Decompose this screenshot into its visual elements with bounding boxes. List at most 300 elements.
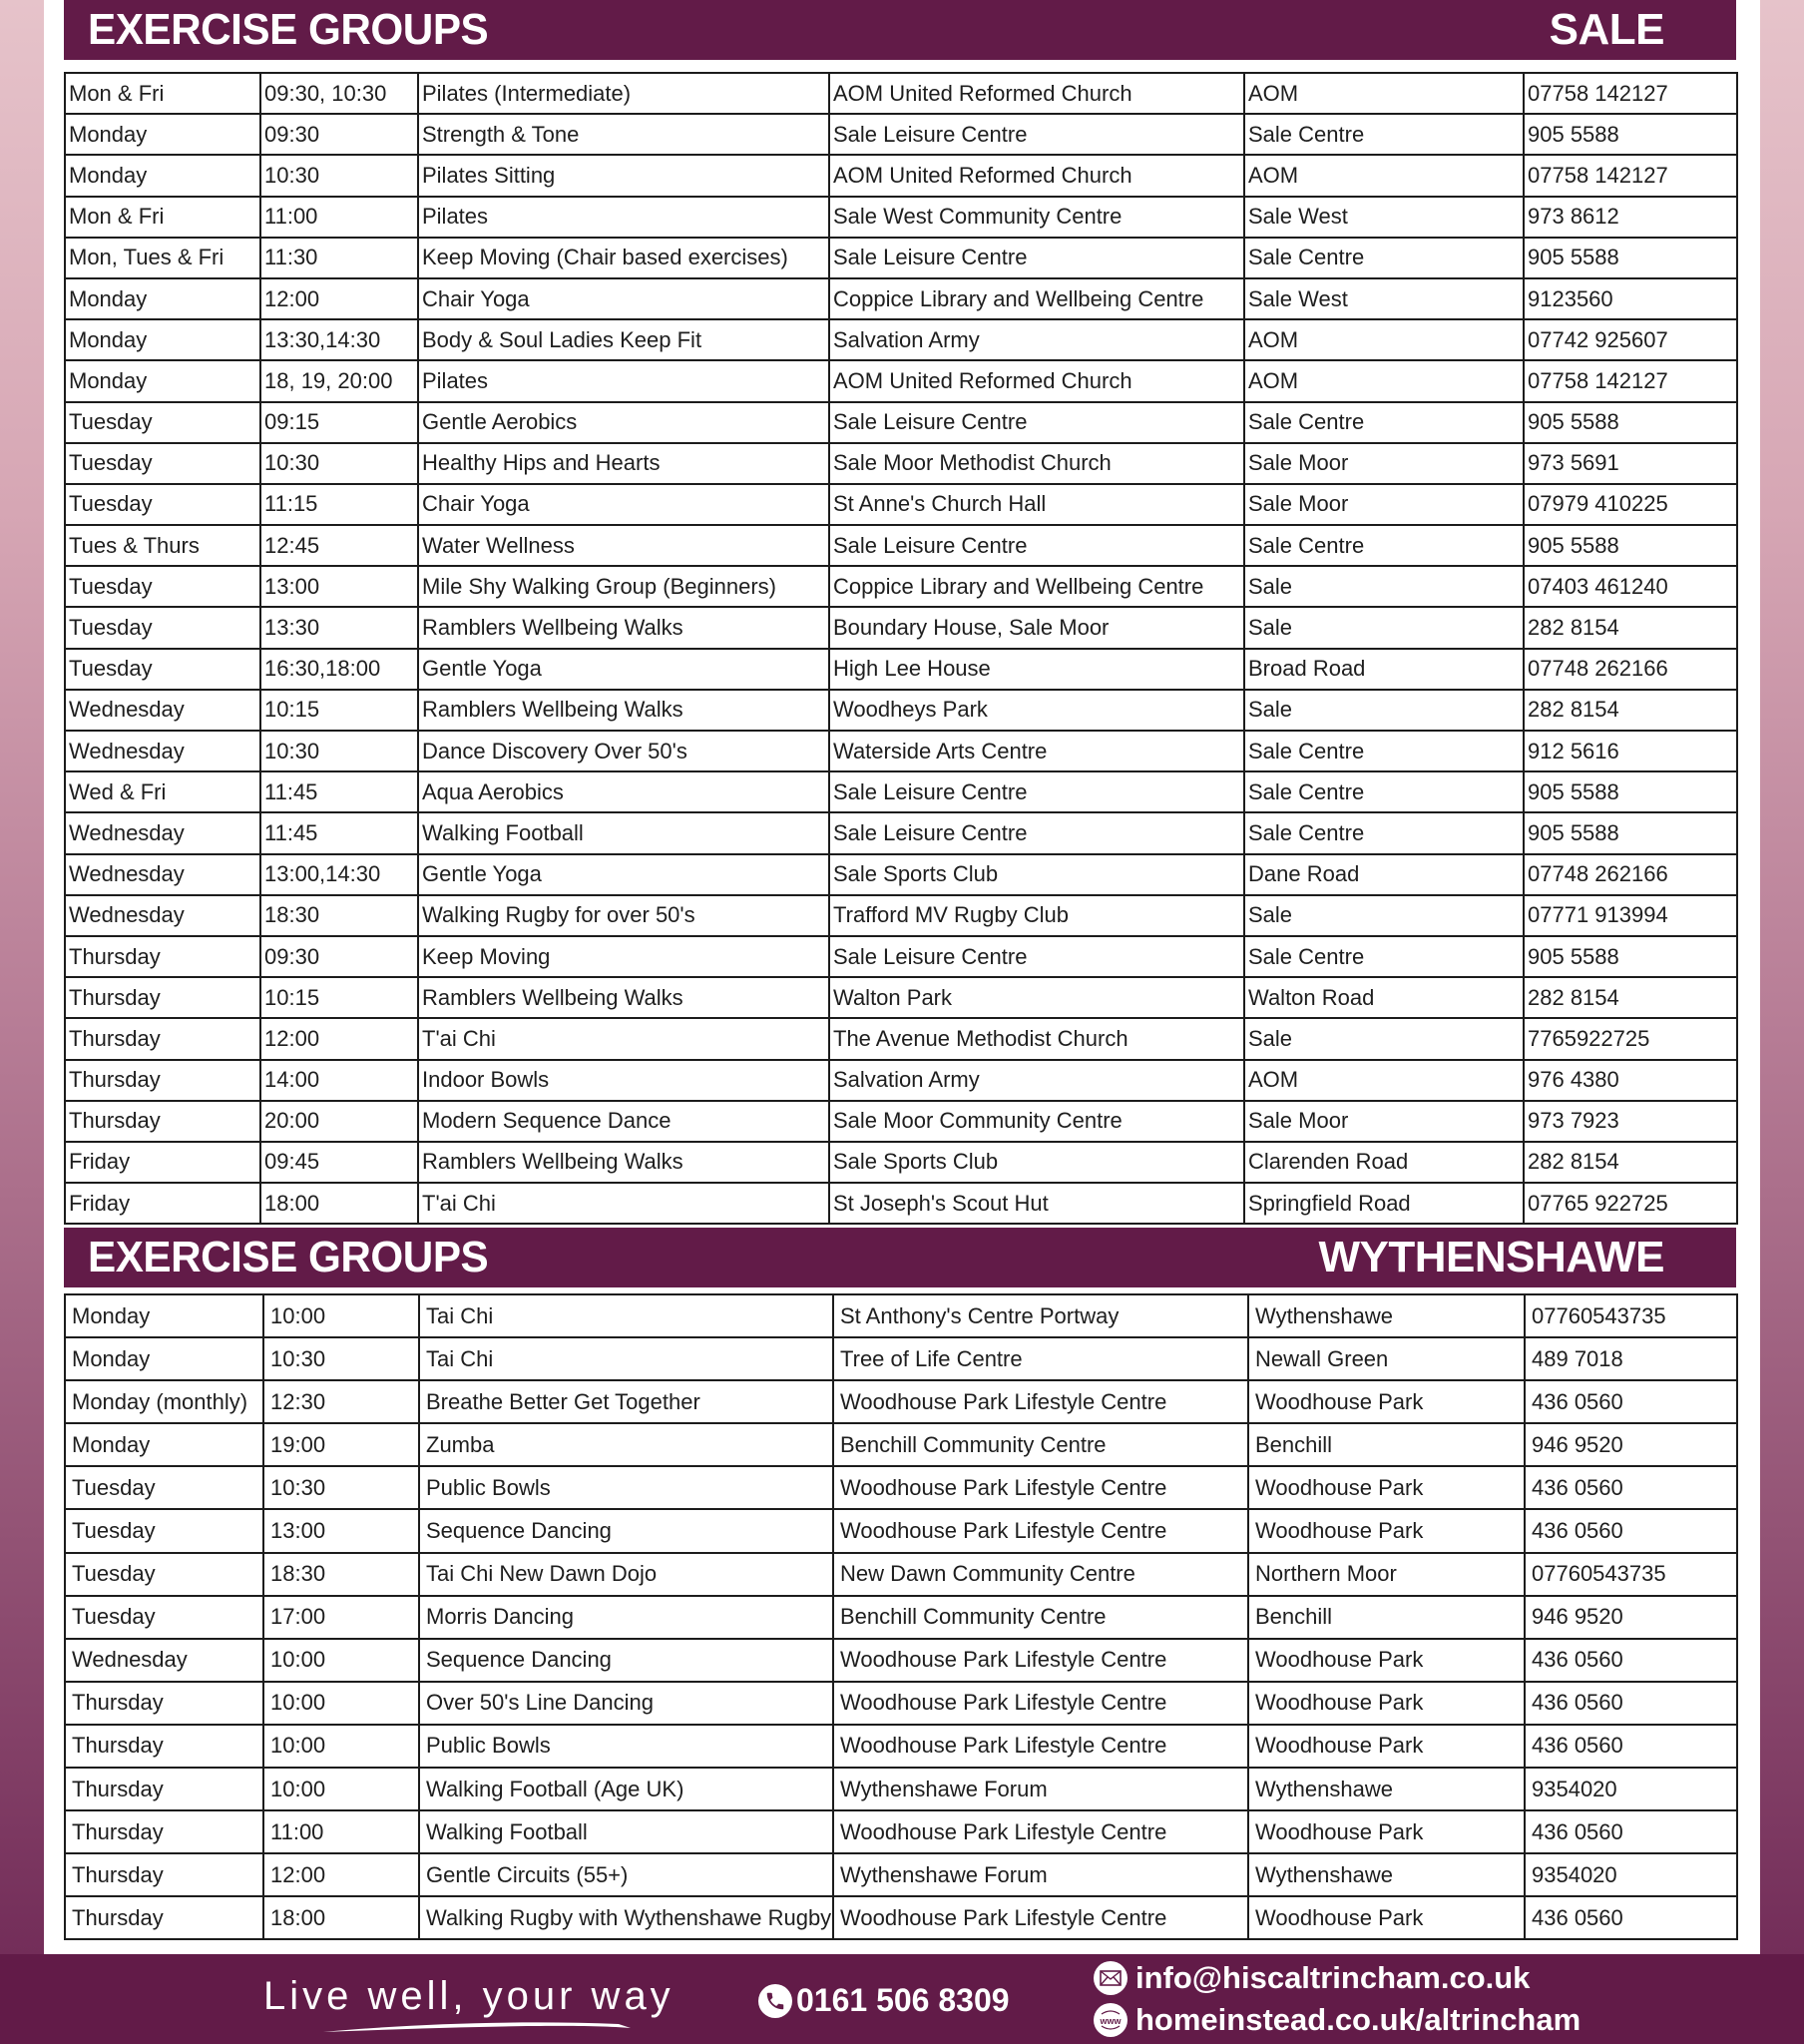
cell-venue: Woodhouse Park Lifestyle Centre bbox=[833, 1380, 1248, 1423]
sale-table-row bbox=[65, 812, 1737, 853]
footer-bar bbox=[0, 1954, 1804, 2044]
cell-day: Wednesday bbox=[65, 1639, 263, 1682]
cell-activity: Ramblers Wellbeing Walks bbox=[418, 977, 829, 1018]
cell-area: Sale Moor bbox=[1244, 484, 1524, 525]
cell-time: 11:30 bbox=[260, 238, 418, 278]
cell-venue: Sale Leisure Centre bbox=[829, 114, 1244, 155]
cell-activity: Pilates Sitting bbox=[418, 155, 829, 196]
cell-time: 10:30 bbox=[260, 443, 418, 484]
cell-area: Sale Centre bbox=[1244, 936, 1524, 977]
cell-day: Wednesday bbox=[65, 812, 260, 853]
cell-activity: Ramblers Wellbeing Walks bbox=[418, 690, 829, 731]
cell-time: 12:00 bbox=[260, 278, 418, 319]
cell-area: Sale Moor bbox=[1244, 443, 1524, 484]
cell-area: Woodhouse Park bbox=[1248, 1896, 1525, 1939]
cell-venue: Coppice Library and Wellbeing Centre bbox=[829, 278, 1244, 319]
cell-phone[interactable]: 07765 922725 bbox=[1524, 1183, 1737, 1224]
cell-phone[interactable]: 7765922725 bbox=[1524, 1018, 1737, 1059]
cell-time: 11:00 bbox=[260, 197, 418, 238]
cell-time: 20:00 bbox=[260, 1101, 418, 1142]
cell-time: 10:00 bbox=[263, 1639, 419, 1682]
cell-venue: Boundary House, Sale Moor bbox=[829, 607, 1244, 648]
cell-activity: Chair Yoga bbox=[418, 484, 829, 525]
cell-area: Sale West bbox=[1244, 278, 1524, 319]
cell-phone[interactable]: 282 8154 bbox=[1524, 1142, 1737, 1183]
cell-day: Monday bbox=[65, 114, 260, 155]
cell-time: 18:00 bbox=[263, 1896, 419, 1939]
cell-venue: Walton Park bbox=[829, 977, 1244, 1018]
cell-area: Benchill bbox=[1248, 1423, 1525, 1466]
cell-activity: Walking Rugby with Wythenshawe Rugby bbox=[419, 1896, 833, 1939]
cell-day: Monday bbox=[65, 1423, 263, 1466]
sale-schedule-table bbox=[64, 72, 1738, 1225]
cell-phone[interactable]: 489 7018 bbox=[1525, 1337, 1737, 1380]
cell-phone[interactable]: 9354020 bbox=[1525, 1853, 1737, 1896]
cell-phone[interactable]: 905 5588 bbox=[1524, 936, 1737, 977]
cell-phone[interactable]: 282 8154 bbox=[1524, 977, 1737, 1018]
sale-table-row bbox=[65, 319, 1737, 360]
sale-table-row bbox=[65, 690, 1737, 731]
cell-venue: AOM United Reformed Church bbox=[829, 360, 1244, 401]
cell-area: AOM bbox=[1244, 155, 1524, 196]
section-area: SALE bbox=[1549, 5, 1664, 54]
cell-day: Wednesday bbox=[65, 895, 260, 936]
cell-day: Monday bbox=[65, 1294, 263, 1337]
cell-phone[interactable]: 436 0560 bbox=[1525, 1380, 1737, 1423]
cell-day: Tuesday bbox=[65, 649, 260, 690]
cell-activity: Breathe Better Get Together bbox=[419, 1380, 833, 1423]
cell-phone[interactable]: 976 4380 bbox=[1524, 1060, 1737, 1101]
wythenshawe-table-row bbox=[65, 1725, 1737, 1768]
cell-time: 09:30, 10:30 bbox=[260, 73, 418, 114]
cell-day: Monday bbox=[65, 360, 260, 401]
cell-time: 12:45 bbox=[260, 525, 418, 566]
sale-table-row bbox=[65, 278, 1737, 319]
sale-table-row bbox=[65, 402, 1737, 443]
cell-day: Thursday bbox=[65, 1725, 263, 1768]
cell-time: 10:30 bbox=[260, 731, 418, 771]
cell-activity: Chair Yoga bbox=[418, 278, 829, 319]
cell-day: Thursday bbox=[65, 1101, 260, 1142]
cell-area: AOM bbox=[1244, 1060, 1524, 1101]
cell-phone[interactable]: 07979 410225 bbox=[1524, 484, 1737, 525]
cell-area: Woodhouse Park bbox=[1248, 1682, 1525, 1725]
cell-time: 10:30 bbox=[263, 1337, 419, 1380]
cell-day: Thursday bbox=[65, 1768, 263, 1810]
cell-phone[interactable]: 973 7923 bbox=[1524, 1101, 1737, 1142]
cell-venue: Wythenshawe Forum bbox=[833, 1853, 1248, 1896]
phone-icon bbox=[758, 1984, 792, 2018]
sale-table-row bbox=[65, 854, 1737, 895]
cell-time: 10:00 bbox=[263, 1682, 419, 1725]
cell-phone[interactable]: 07748 262166 bbox=[1524, 649, 1737, 690]
cell-venue: AOM United Reformed Church bbox=[829, 73, 1244, 114]
section-title: EXERCISE GROUPS bbox=[88, 1233, 489, 1281]
cell-activity: Dance Discovery Over 50's bbox=[418, 731, 829, 771]
cell-venue: Trafford MV Rugby Club bbox=[829, 895, 1244, 936]
cell-time: 18:00 bbox=[260, 1183, 418, 1224]
cell-area: Sale Moor bbox=[1244, 1101, 1524, 1142]
cell-area: Sale Centre bbox=[1244, 731, 1524, 771]
cell-time: 11:00 bbox=[263, 1810, 419, 1853]
sale-table-row bbox=[65, 238, 1737, 278]
cell-time: 13:00,14:30 bbox=[260, 854, 418, 895]
cell-activity: Walking Football (Age UK) bbox=[419, 1768, 833, 1810]
cell-venue: Woodhouse Park Lifestyle Centre bbox=[833, 1682, 1248, 1725]
cell-activity: Body & Soul Ladies Keep Fit bbox=[418, 319, 829, 360]
cell-day: Tuesday bbox=[65, 1466, 263, 1509]
cell-phone[interactable]: 946 9520 bbox=[1525, 1423, 1737, 1466]
sale-table-row bbox=[65, 484, 1737, 525]
cell-area: Woodhouse Park bbox=[1248, 1509, 1525, 1552]
cell-time: 12:00 bbox=[263, 1853, 419, 1896]
cell-venue: St Anne's Church Hall bbox=[829, 484, 1244, 525]
cell-phone[interactable]: 436 0560 bbox=[1525, 1639, 1737, 1682]
cell-area: Sale bbox=[1244, 895, 1524, 936]
email-address: info@hiscaltrincham.co.uk bbox=[1135, 1960, 1531, 1995]
cell-activity: Sequence Dancing bbox=[419, 1509, 833, 1552]
cell-day: Thursday bbox=[65, 977, 260, 1018]
cell-time: 12:00 bbox=[260, 1018, 418, 1059]
section-area: WYTHENSHAWE bbox=[1318, 1233, 1664, 1281]
cell-area: Woodhouse Park bbox=[1248, 1810, 1525, 1853]
cell-time: 11:45 bbox=[260, 812, 418, 853]
cell-area: AOM bbox=[1244, 319, 1524, 360]
wythenshawe-table-row bbox=[65, 1639, 1737, 1682]
cell-time: 09:15 bbox=[260, 402, 418, 443]
cell-activity: Pilates bbox=[418, 197, 829, 238]
section-header-sale bbox=[64, 0, 1736, 60]
cell-phone[interactable]: 905 5588 bbox=[1524, 771, 1737, 812]
cell-day: Wednesday bbox=[65, 854, 260, 895]
wythenshawe-table-row bbox=[65, 1768, 1737, 1810]
cell-venue: Woodhouse Park Lifestyle Centre bbox=[833, 1725, 1248, 1768]
swoosh-decoration bbox=[319, 2018, 639, 2036]
cell-venue: Wythenshawe Forum bbox=[833, 1768, 1248, 1810]
cell-activity: Gentle Aerobics bbox=[418, 402, 829, 443]
cell-venue: Sale West Community Centre bbox=[829, 197, 1244, 238]
cell-activity: Pilates (Intermediate) bbox=[418, 73, 829, 114]
cell-phone[interactable]: 905 5588 bbox=[1524, 114, 1737, 155]
sale-table-row bbox=[65, 1060, 1737, 1101]
cell-phone[interactable]: 436 0560 bbox=[1525, 1466, 1737, 1509]
cell-area: Woodhouse Park bbox=[1248, 1639, 1525, 1682]
cell-venue: Sale Moor Methodist Church bbox=[829, 443, 1244, 484]
cell-activity: Keep Moving bbox=[418, 936, 829, 977]
cell-day: Mon, Tues & Fri bbox=[65, 238, 260, 278]
cell-venue: St Joseph's Scout Hut bbox=[829, 1183, 1244, 1224]
cell-day: Monday bbox=[65, 155, 260, 196]
cell-venue: Benchill Community Centre bbox=[833, 1423, 1248, 1466]
cell-activity: Pilates bbox=[418, 360, 829, 401]
cell-venue: Sale Leisure Centre bbox=[829, 525, 1244, 566]
cell-day: Friday bbox=[65, 1142, 260, 1183]
cell-activity: Public Bowls bbox=[419, 1466, 833, 1509]
website-contact[interactable] bbox=[1094, 2002, 1580, 2038]
cell-phone[interactable]: 07758 142127 bbox=[1524, 360, 1737, 401]
cell-area: Sale Centre bbox=[1244, 771, 1524, 812]
cell-area: Sale bbox=[1244, 607, 1524, 648]
cell-venue: St Anthony's Centre Portway bbox=[833, 1294, 1248, 1337]
cell-area: Sale bbox=[1244, 566, 1524, 607]
cell-venue: Sale Sports Club bbox=[829, 1142, 1244, 1183]
cell-time: 10:00 bbox=[263, 1725, 419, 1768]
cell-area: Woodhouse Park bbox=[1248, 1466, 1525, 1509]
cell-venue: Salvation Army bbox=[829, 319, 1244, 360]
cell-phone[interactable]: 282 8154 bbox=[1524, 607, 1737, 648]
wythenshawe-table-row bbox=[65, 1810, 1737, 1853]
cell-phone[interactable]: 973 5691 bbox=[1524, 443, 1737, 484]
cell-phone[interactable]: 07771 913994 bbox=[1524, 895, 1737, 936]
cell-day: Tuesday bbox=[65, 1509, 263, 1552]
sale-table-row bbox=[65, 977, 1737, 1018]
cell-venue: Sale Sports Club bbox=[829, 854, 1244, 895]
cell-phone[interactable]: 946 9520 bbox=[1525, 1596, 1737, 1639]
cell-activity: Ramblers Wellbeing Walks bbox=[418, 607, 829, 648]
tagline: Live well, your way bbox=[263, 1974, 675, 2018]
cell-venue: The Avenue Methodist Church bbox=[829, 1018, 1244, 1059]
cell-venue: Woodhouse Park Lifestyle Centre bbox=[833, 1466, 1248, 1509]
cell-venue: Coppice Library and Wellbeing Centre bbox=[829, 566, 1244, 607]
cell-area: Sale Centre bbox=[1244, 114, 1524, 155]
cell-area: Sale Centre bbox=[1244, 525, 1524, 566]
cell-activity: Sequence Dancing bbox=[419, 1639, 833, 1682]
cell-day: Tuesday bbox=[65, 443, 260, 484]
cell-phone[interactable]: 07742 925607 bbox=[1524, 319, 1737, 360]
cell-phone[interactable]: 436 0560 bbox=[1525, 1509, 1737, 1552]
sale-table-row bbox=[65, 936, 1737, 977]
cell-day: Tuesday bbox=[65, 566, 260, 607]
cell-area: Broad Road bbox=[1244, 649, 1524, 690]
cell-venue: Sale Leisure Centre bbox=[829, 402, 1244, 443]
cell-venue: Woodheys Park bbox=[829, 690, 1244, 731]
cell-area: AOM bbox=[1244, 73, 1524, 114]
sale-table-row bbox=[65, 443, 1737, 484]
cell-day: Friday bbox=[65, 1183, 260, 1224]
cell-time: 10:15 bbox=[260, 690, 418, 731]
cell-activity: Gentle Circuits (55+) bbox=[419, 1853, 833, 1896]
cell-area: Wythenshawe bbox=[1248, 1853, 1525, 1896]
cell-phone[interactable]: 436 0560 bbox=[1525, 1810, 1737, 1853]
cell-phone[interactable]: 07760543735 bbox=[1525, 1294, 1737, 1337]
cell-activity: T'ai Chi bbox=[418, 1183, 829, 1224]
cell-phone[interactable]: 07758 142127 bbox=[1524, 73, 1737, 114]
wythenshawe-schedule-table bbox=[64, 1293, 1738, 1940]
cell-venue: New Dawn Community Centre bbox=[833, 1553, 1248, 1596]
cell-time: 12:30 bbox=[263, 1380, 419, 1423]
cell-day: Thursday bbox=[65, 1853, 263, 1896]
wythenshawe-table-row bbox=[65, 1553, 1737, 1596]
cell-activity: Water Wellness bbox=[418, 525, 829, 566]
cell-area: Wythenshawe bbox=[1248, 1768, 1525, 1810]
cell-day: Monday bbox=[65, 1337, 263, 1380]
cell-venue: Sale Leisure Centre bbox=[829, 936, 1244, 977]
cell-day: Tuesday bbox=[65, 1553, 263, 1596]
cell-day: Thursday bbox=[65, 1896, 263, 1939]
cell-area: Wythenshawe bbox=[1248, 1294, 1525, 1337]
cell-activity: Walking Rugby for over 50's bbox=[418, 895, 829, 936]
email-contact[interactable] bbox=[1094, 1960, 1530, 1996]
cell-time: 13:00 bbox=[260, 566, 418, 607]
cell-time: 13:30 bbox=[260, 607, 418, 648]
cell-day: Thursday bbox=[65, 1810, 263, 1853]
wythenshawe-table-row bbox=[65, 1294, 1737, 1337]
wythenshawe-table-row bbox=[65, 1423, 1737, 1466]
sale-table-row bbox=[65, 155, 1737, 196]
sale-table-row bbox=[65, 566, 1737, 607]
cell-day: Tuesday bbox=[65, 484, 260, 525]
cell-activity: Morris Dancing bbox=[419, 1596, 833, 1639]
cell-venue: High Lee House bbox=[829, 649, 1244, 690]
cell-venue: Benchill Community Centre bbox=[833, 1596, 1248, 1639]
cell-area: Sale bbox=[1244, 690, 1524, 731]
cell-day: Thursday bbox=[65, 1018, 260, 1059]
cell-time: 18:30 bbox=[260, 895, 418, 936]
cell-time: 09:30 bbox=[260, 114, 418, 155]
cell-activity: Over 50's Line Dancing bbox=[419, 1682, 833, 1725]
cell-venue: Sale Leisure Centre bbox=[829, 771, 1244, 812]
cell-area: AOM bbox=[1244, 360, 1524, 401]
cell-activity: Indoor Bowls bbox=[418, 1060, 829, 1101]
cell-phone[interactable]: 973 8612 bbox=[1524, 197, 1737, 238]
cell-day: Monday (monthly) bbox=[65, 1380, 263, 1423]
cell-time: 11:45 bbox=[260, 771, 418, 812]
cell-phone[interactable]: 07758 142127 bbox=[1524, 155, 1737, 196]
wythenshawe-table-row bbox=[65, 1466, 1737, 1509]
cell-day: Thursday bbox=[65, 1060, 260, 1101]
cell-day: Mon & Fri bbox=[65, 197, 260, 238]
cell-venue: Sale Leisure Centre bbox=[829, 238, 1244, 278]
cell-day: Tuesday bbox=[65, 607, 260, 648]
cell-venue: Woodhouse Park Lifestyle Centre bbox=[833, 1896, 1248, 1939]
section-header-wythenshawe bbox=[64, 1228, 1736, 1287]
cell-activity: Mile Shy Walking Group (Beginners) bbox=[418, 566, 829, 607]
cell-day: Mon & Fri bbox=[65, 73, 260, 114]
cell-day: Wednesday bbox=[65, 690, 260, 731]
cell-phone[interactable]: 905 5588 bbox=[1524, 402, 1737, 443]
cell-day: Monday bbox=[65, 278, 260, 319]
cell-activity: Keep Moving (Chair based exercises) bbox=[418, 238, 829, 278]
cell-activity: Gentle Yoga bbox=[418, 854, 829, 895]
cell-day: Tues & Thurs bbox=[65, 525, 260, 566]
cell-day: Tuesday bbox=[65, 1596, 263, 1639]
cell-time: 18:30 bbox=[263, 1553, 419, 1596]
wythenshawe-table-row bbox=[65, 1853, 1737, 1896]
cell-time: 18, 19, 20:00 bbox=[260, 360, 418, 401]
wythenshawe-table-row bbox=[65, 1682, 1737, 1725]
cell-time: 10:00 bbox=[263, 1294, 419, 1337]
cell-area: Sale Centre bbox=[1244, 238, 1524, 278]
cell-phone[interactable]: 436 0560 bbox=[1525, 1896, 1737, 1939]
cell-activity: Walking Football bbox=[418, 812, 829, 853]
cell-activity: Zumba bbox=[419, 1423, 833, 1466]
cell-time: 13:00 bbox=[263, 1509, 419, 1552]
cell-time: 10:15 bbox=[260, 977, 418, 1018]
sale-table-row bbox=[65, 114, 1737, 155]
sale-table-row bbox=[65, 731, 1737, 771]
cell-phone[interactable]: 912 5616 bbox=[1524, 731, 1737, 771]
cell-phone[interactable]: 905 5588 bbox=[1524, 525, 1737, 566]
cell-area: Walton Road bbox=[1244, 977, 1524, 1018]
cell-area: Sale Centre bbox=[1244, 402, 1524, 443]
sale-table-row bbox=[65, 649, 1737, 690]
cell-time: 19:00 bbox=[263, 1423, 419, 1466]
sale-table-row bbox=[65, 771, 1737, 812]
cell-activity: T'ai Chi bbox=[418, 1018, 829, 1059]
cell-phone[interactable]: 07760543735 bbox=[1525, 1553, 1737, 1596]
sale-table-row bbox=[65, 1142, 1737, 1183]
cell-day: Thursday bbox=[65, 936, 260, 977]
cell-venue: Waterside Arts Centre bbox=[829, 731, 1244, 771]
sale-table-row bbox=[65, 73, 1737, 114]
cell-phone[interactable]: 436 0560 bbox=[1525, 1725, 1737, 1768]
cell-time: 09:30 bbox=[260, 936, 418, 977]
phone-number: 0161 506 8309 bbox=[796, 1982, 1010, 2018]
cell-phone[interactable]: 905 5588 bbox=[1524, 812, 1737, 853]
cell-time: 14:00 bbox=[260, 1060, 418, 1101]
phone-contact[interactable] bbox=[758, 1982, 1010, 2019]
envelope-icon bbox=[1094, 1961, 1128, 1995]
cell-activity: Modern Sequence Dance bbox=[418, 1101, 829, 1142]
cell-activity: Tai Chi bbox=[419, 1294, 833, 1337]
wythenshawe-table-row bbox=[65, 1337, 1737, 1380]
cell-venue: Salvation Army bbox=[829, 1060, 1244, 1101]
svg-text:www: www bbox=[1100, 2016, 1122, 2026]
sale-table-row bbox=[65, 1183, 1737, 1224]
cell-activity: Gentle Yoga bbox=[418, 649, 829, 690]
wythenshawe-table-row bbox=[65, 1380, 1737, 1423]
wythenshawe-table-row bbox=[65, 1596, 1737, 1639]
cell-area: Sale West bbox=[1244, 197, 1524, 238]
cell-area: Benchill bbox=[1248, 1596, 1525, 1639]
cell-phone[interactable]: 282 8154 bbox=[1524, 690, 1737, 731]
cell-time: 11:15 bbox=[260, 484, 418, 525]
cell-phone[interactable]: 9354020 bbox=[1525, 1768, 1737, 1810]
section-title: EXERCISE GROUPS bbox=[88, 5, 489, 54]
cell-activity: Healthy Hips and Hearts bbox=[418, 443, 829, 484]
website-url: homeinstead.co.uk/altrincham bbox=[1135, 2002, 1581, 2037]
cell-phone[interactable]: 436 0560 bbox=[1525, 1682, 1737, 1725]
cell-venue: AOM United Reformed Church bbox=[829, 155, 1244, 196]
cell-time: 13:30,14:30 bbox=[260, 319, 418, 360]
cell-time: 10:30 bbox=[260, 155, 418, 196]
sale-table-row bbox=[65, 197, 1737, 238]
cell-venue: Woodhouse Park Lifestyle Centre bbox=[833, 1639, 1248, 1682]
cell-area: Northern Moor bbox=[1248, 1553, 1525, 1596]
cell-venue: Woodhouse Park Lifestyle Centre bbox=[833, 1810, 1248, 1853]
cell-phone[interactable]: 07748 262166 bbox=[1524, 854, 1737, 895]
cell-phone[interactable]: 07403 461240 bbox=[1524, 566, 1737, 607]
cell-activity: Walking Football bbox=[419, 1810, 833, 1853]
sale-table-row bbox=[65, 360, 1737, 401]
cell-time: 10:30 bbox=[263, 1466, 419, 1509]
cell-area: Woodhouse Park bbox=[1248, 1725, 1525, 1768]
cell-venue: Tree of Life Centre bbox=[833, 1337, 1248, 1380]
cell-activity: Aqua Aerobics bbox=[418, 771, 829, 812]
cell-activity: Ramblers Wellbeing Walks bbox=[418, 1142, 829, 1183]
cell-day: Monday bbox=[65, 319, 260, 360]
cell-phone[interactable]: 9123560 bbox=[1524, 278, 1737, 319]
cell-time: 10:00 bbox=[263, 1768, 419, 1810]
wythenshawe-table-row bbox=[65, 1896, 1737, 1939]
cell-phone[interactable]: 905 5588 bbox=[1524, 238, 1737, 278]
www-globe-icon bbox=[1094, 2003, 1128, 2037]
cell-area: Newall Green bbox=[1248, 1337, 1525, 1380]
cell-day: Wed & Fri bbox=[65, 771, 260, 812]
cell-time: 16:30,18:00 bbox=[260, 649, 418, 690]
cell-venue: Sale Leisure Centre bbox=[829, 812, 1244, 853]
cell-area: Springfield Road bbox=[1244, 1183, 1524, 1224]
